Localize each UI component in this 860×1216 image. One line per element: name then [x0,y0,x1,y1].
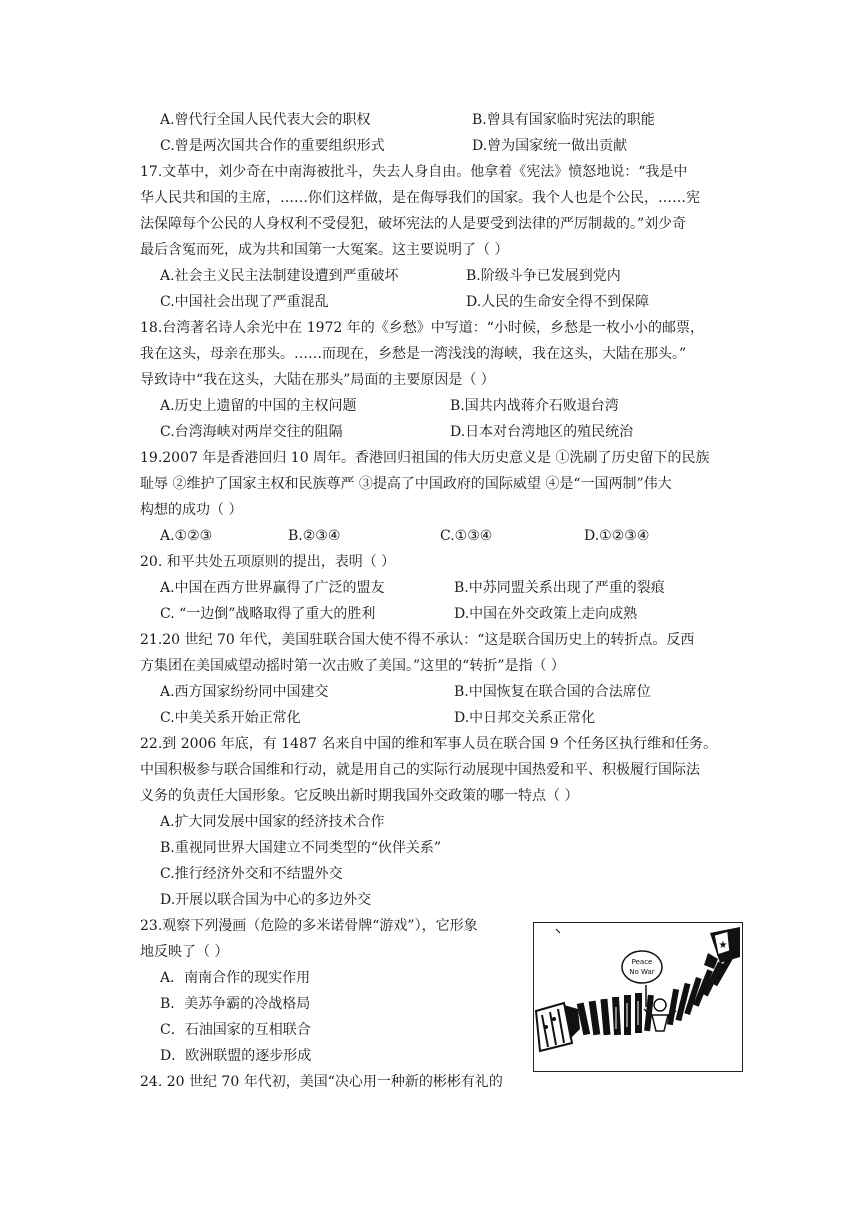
peace-sign-line-1: Peace [631,958,653,966]
q21-option-d: D.中日邦交关系正常化 [454,710,596,726]
domino-cartoon [533,922,743,1072]
q23-stem-line-2: 地反映了（ ） [140,944,229,960]
domino-cartoon-drawing [534,923,742,1071]
q23-option-b: B．美苏争霸的冷战格局 [160,996,311,1012]
q16-option-b: B.曾具有国家临时宪法的职能 [472,112,655,128]
q17-stem-line-2: 华人民共和国的主席，……你们这样做，是在侮辱我们的国家。我个人也是个公民，……宪 [140,190,700,206]
q18-stem-line-3: 导致诗中“我在这头，大陆在那头”局面的主要原因是（ ） [140,372,495,388]
q18-option-b: B.国共内战蒋介石败退台湾 [450,398,619,414]
q23-option-c: C．石油国家的互相联合 [160,1022,311,1038]
q17-option-a: A.社会主义民主法制建设遭到严重破坏 [160,268,399,284]
q19-option-b: B.②③④ [288,528,341,544]
q21-stem-line-2: 方集团在美国威望动摇时第一次击败了美国。”这里的“转折”是指（ ） [140,658,565,674]
q23-stem-line-1: 23.观察下列漫画（危险的多米诺骨牌“游戏”），它形象 [140,918,478,934]
q19-option-a: A.①②③ [160,528,213,544]
q18-option-d: D.日本对台湾地区的殖民统治 [450,424,634,440]
q22-option-c: C.推行经济外交和不结盟外交 [160,866,343,882]
q19-option-c: C.①③④ [440,528,493,544]
q24-stem-line-1: 24. 20 世纪 70 年代初，美国“决心用一种新的彬彬有礼的 [140,1074,503,1090]
q22-stem-line-2: 中国积极参与联合国维和行动，就是用自己的实际行动展现中国热爱和平、积极履行国际法 [140,762,700,778]
q17-option-b: B.阶级斗争已发展到党内 [466,268,621,284]
q21-option-c: C.中美关系开始正常化 [160,710,301,726]
q17-option-d: D.人民的生命安全得不到保障 [466,294,650,310]
q23-option-d: D．欧洲联盟的逐步形成 [160,1048,312,1064]
right-arm-icon [704,927,740,969]
q19-stem-line-3: 构想的成功（ ） [140,502,243,518]
q19-stem-line-2: 耻辱 ②维护了国家主权和民族尊严 ③提高了中国政府的国际威望 ④是“一国两制”伟大 [140,476,672,492]
q16-option-c: C.曾是两次国共合作的重要组织形式 [160,138,385,154]
q21-option-a: A.西方国家纷纷同中国建交 [160,684,329,700]
q22-option-b: B.重视同世界大国建立不同类型的“伙伴关系” [160,840,442,856]
q22-stem-line-3: 义务的负责任大国形象。它反映出新时期我国外交政策的哪一特点（ ） [140,788,579,804]
q21-stem-line-1: 21.20 世纪 70 年代，美国驻联合国大使不得不承认：“这是联合国历史上的转折点。反西 [140,632,695,648]
q17-option-c: C.中国社会出现了严重混乱 [160,294,329,310]
q20-option-b: B.中苏同盟关系出现了严重的裂痕 [454,580,665,596]
q17-stem-line-3: 法保障每个公民的人身权利不受侵犯，破坏宪法的人是要受到法律的严厉制裁的。”刘少奇 [140,216,687,232]
q21-option-b: B.中国恢复在联合国的合法席位 [454,684,651,700]
q18-stem-line-2: 我在这头，母亲在那头。……而现在，乡愁是一湾浅浅的海峡，我在这头，大陆在那头。” [140,346,687,362]
q22-stem-line-1: 22.到 2006 年底，有 1487 名来自中国的维和军事人员在联合国 9 个任务区执行维和任务。 [140,736,718,752]
svg-text:★: ★ [718,940,728,951]
q20-option-d: D.中国在外交政策上走向成熟 [454,606,638,622]
peace-sign-line-2: No War [629,968,655,976]
q18-option-c: C.台湾海峡对两岸交往的阻隔 [160,424,343,440]
q22-option-d: D.开展以联合国为中心的多边外交 [160,892,372,908]
q20-option-c: C. “一边倒”战略取得了重大的胜利 [160,606,376,622]
q23-option-a: A．南南合作的现实作用 [160,970,311,986]
q18-option-a: A.历史上遗留的中国的主权问题 [160,398,357,414]
q19-stem-line-1: 19.2007 年是香港回归 10 周年。香港回归祖国的伟大历史意义是 ①洗刷了历史留下的民族 [140,450,710,466]
q16-option-d: D.曾为国家统一做出贡献 [472,138,628,154]
q20-stem-line-1: 20. 和平共处五项原则的提出，表明（ ） [140,554,396,570]
q17-stem-line-4: 最后含冤而死，成为共和国第一大冤案。这主要说明了（ ） [140,242,509,258]
q16-option-a: A.曾代行全国人民代表大会的职权 [160,112,371,128]
q17-stem-line-1: 17.文革中，刘少奇在中南海被批斗，失去人身自由。他拿着《宪法》愤怒地说：“我是中 [140,164,688,180]
q19-option-d: D.①②③④ [584,528,650,544]
q22-option-a: A.扩大同发展中国家的经济技术合作 [160,814,385,830]
left-arm-icon [536,1003,580,1051]
q18-stem-line-1: 18.台湾著名诗人余光中在 1972 年的《乡愁》中写道：“小时候，乡愁是一枚小小的邮票， [140,320,704,336]
q20-option-a: A.中国在西方世界赢得了广泛的盟友 [160,580,385,596]
